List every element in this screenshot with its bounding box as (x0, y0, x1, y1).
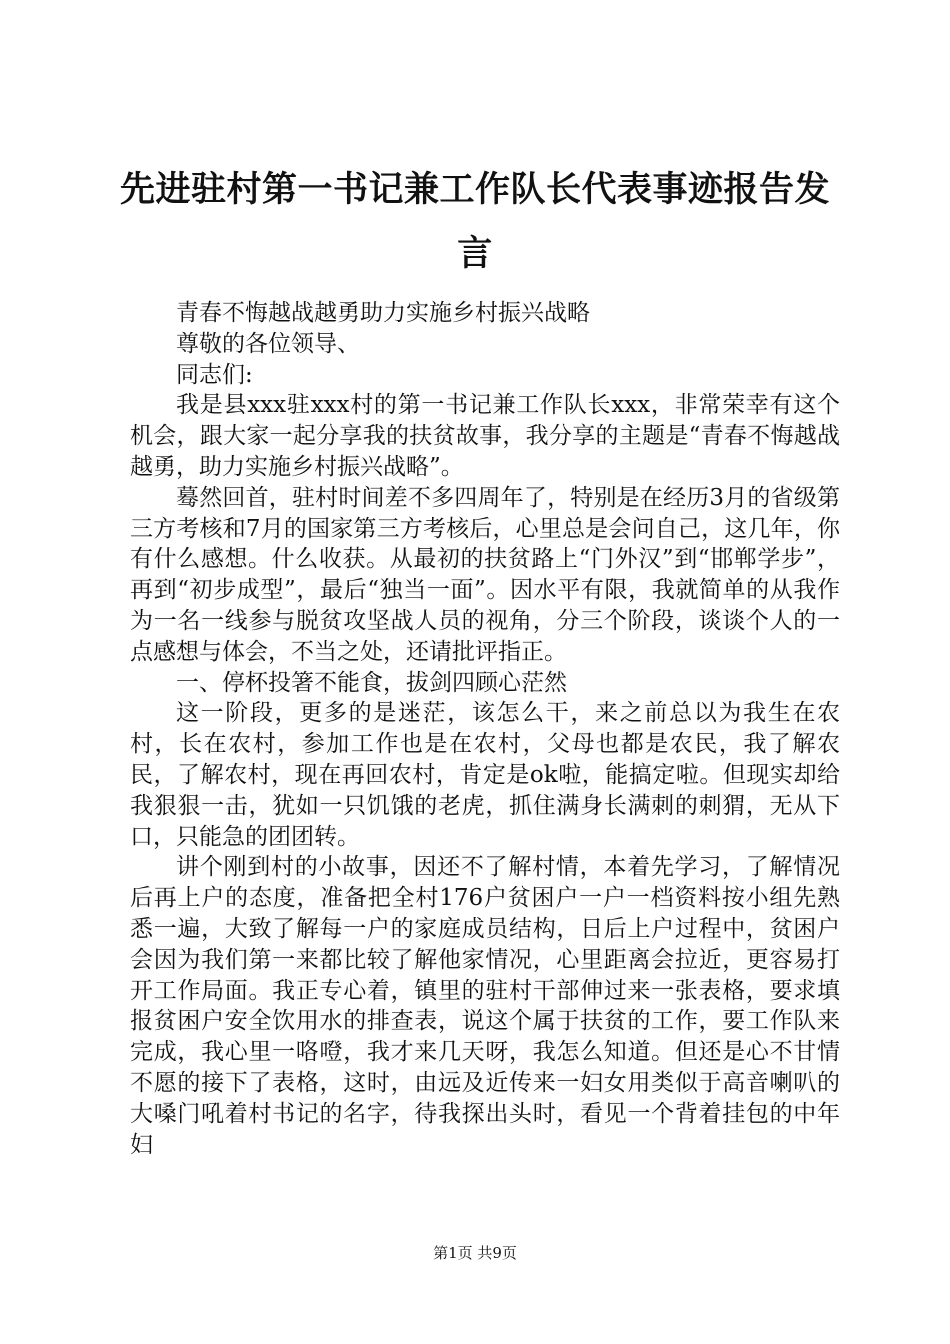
document-body (130, 298, 840, 1160)
paragraph-introduction: 我是县xxx驻xxx村的第一书记兼工作队长xxx，非常荣幸有这个机会，跟大家一起分享我的扶贫故事，我分享的主题是“青春不悔越战越勇，助力实施乡村振兴战略”。 (130, 392, 840, 480)
salutation-leaders: 尊敬的各位领导、 (176, 330, 360, 357)
section-heading-1: 一、停杯投箸不能食，拔剑四顾心茫然 (176, 669, 567, 696)
paragraph-retrospect: 蓦然回首，驻村时间差不多四周年了，特别是在经历3月的省级第三方考核和7月的国家第三方考核后，心里总是会问自己，这几年，你有什么感想。什么收获。从最初的扶贫路上“门外汉”到“邯郸学步”，再到“初步成型”，最后“独当一面”。因水平有限，我就简单的从我作为一名一线参与脱贫攻坚战人员的视角，分三个阶段，谈谈个人的一点感想与体会，不当之处，还请批评指正。 (130, 484, 840, 665)
paragraph-story: 讲个刚到村的小故事，因还不了解村情，本着先学习，了解情况后再上户的态度，准备把全村176户贫困户一户一档资料按小组先熟悉一遍，大致了解每一户的家庭成员结构，日后上户过程中，贫困户会因为我们第一来都比较了解他家情况，心里距离会拉近，更容易打开工作局面。我正专心着，镇里的驻村干部伸过来一张表格，要求填报贫困户安全饮用水的排查表，说这个属于扶贫的工作，要工作队来完成，我心里一咯噔，我才来几天呀，我怎么知道。但还是心不甘情不愿的接下了表格，这时，由远及近传来一妇女用类似于高音喇叭的大嗓门吼着村书记的名字，待我探出头时，看见一个背着挂包的中年妇 (130, 854, 840, 1158)
speech-theme: 青春不悔越战越勇助力实施乡村振兴战略 (176, 300, 590, 326)
page-footer: 第1页 共9页 (433, 1244, 517, 1262)
salutation-comrades: 同志们: (176, 361, 253, 388)
document-title: 先进驻村第一书记兼工作队长代表事迹报告发言 (120, 170, 831, 274)
paragraph-stage-one: 这一阶段，更多的是迷茫，该怎么干，来之前总以为我生在农村，长在农村，参加工作也是在农村，父母也都是农民，我了解农民，了解农村，现在再回农村，肯定是ok啦，能搞定啦。但现实却给我狠狠一击，犹如一只饥饿的老虎，抓住满身长满刺的刺猬，无从下口，只能急的团团转。 (130, 700, 840, 850)
